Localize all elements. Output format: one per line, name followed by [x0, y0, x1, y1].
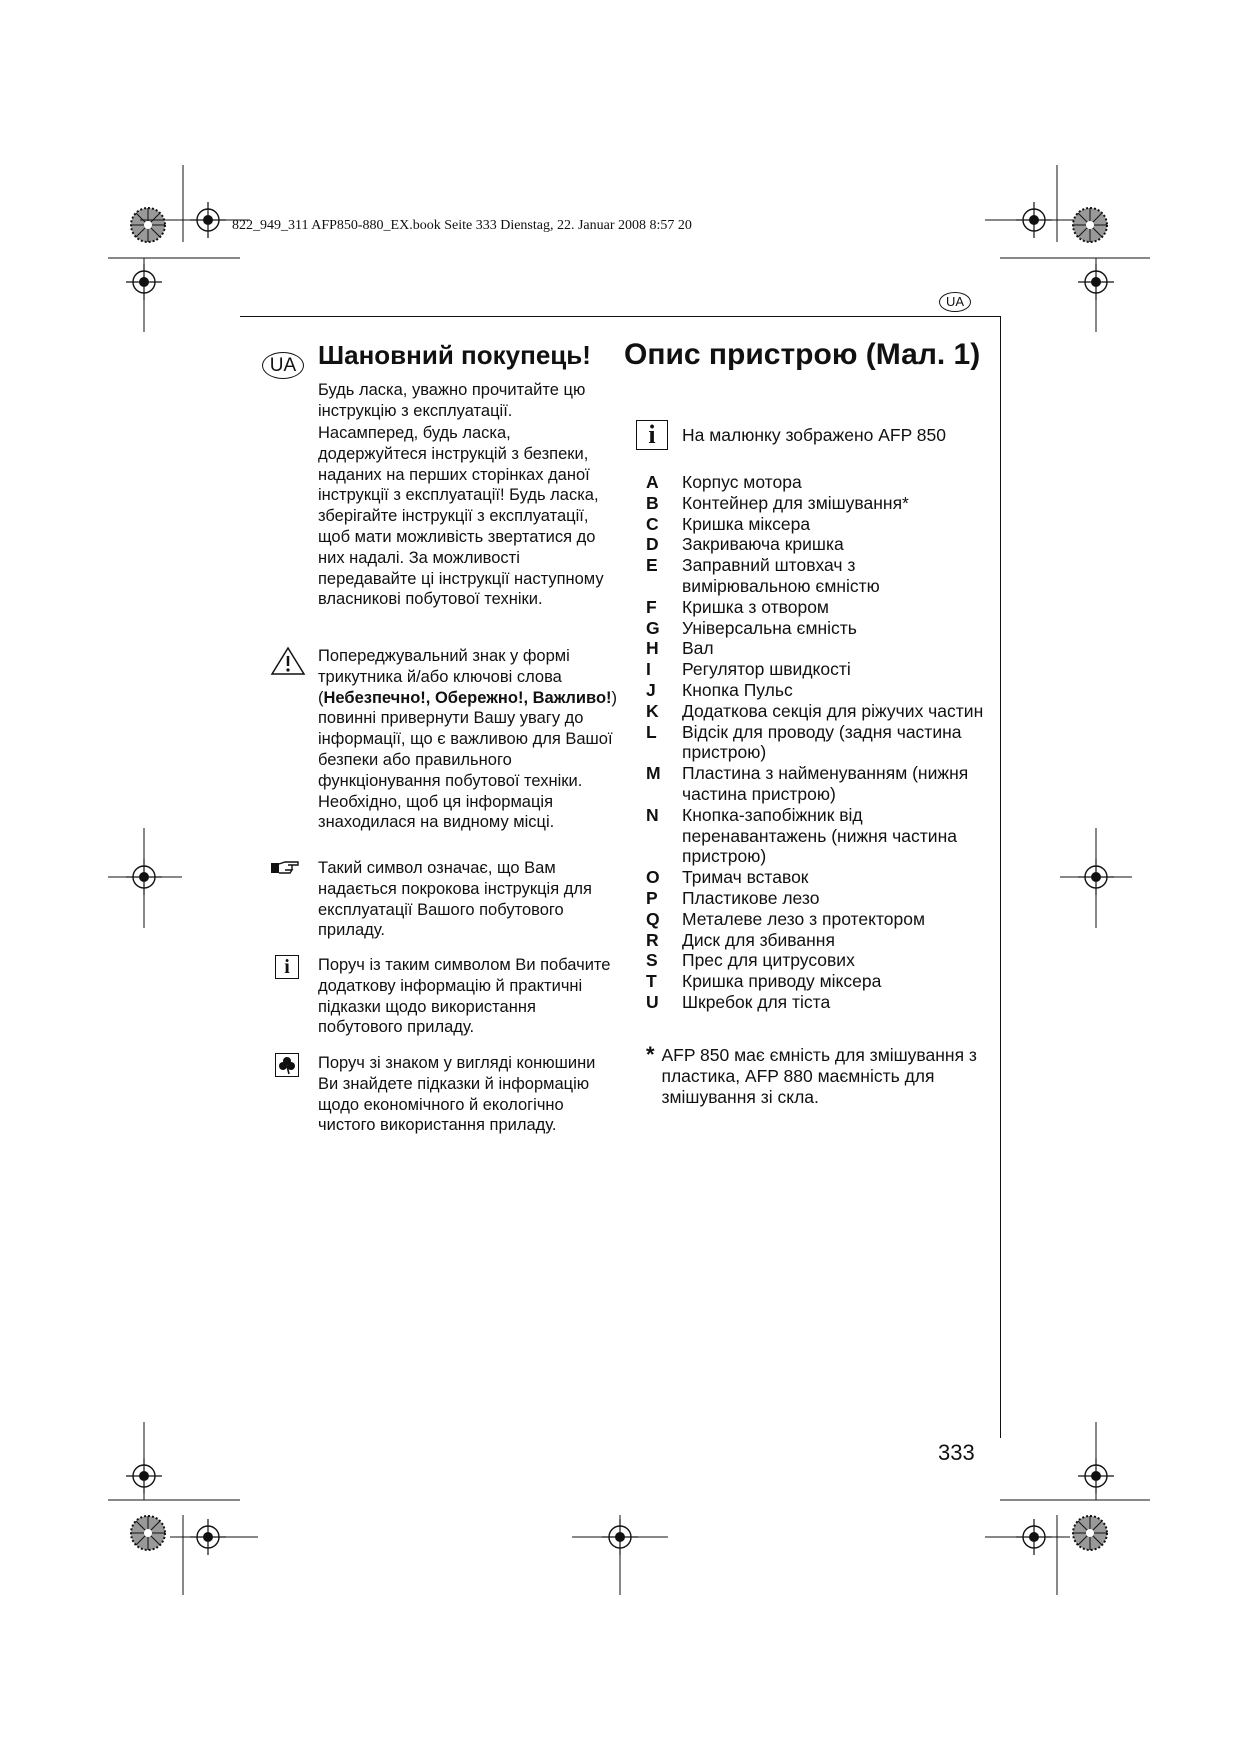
list-item	[646, 722, 986, 764]
step-paragraph: Такий символ означає, що Вам надається покрокова інструкція для експлуатації Вашого побутового приладу.	[318, 859, 592, 940]
pointing-hand-icon	[270, 858, 300, 881]
warning-text-post: ) повинні привернути Вашу увагу до інформації, що є важливою для Вашої безпеки або правильного функціонування побутової техніки. Необхідно, щоб ця інформація знаходилася на видному місці.	[318, 688, 618, 832]
page-number: 333	[938, 1440, 975, 1465]
eco-paragraph: Поруч зі знаком у вигляді конюшини Ви знайдете підказки й інформацію щодо економічного й екологічно чистого використання приладу.	[318, 1054, 596, 1135]
clover-icon	[275, 1053, 299, 1077]
part-description: Кришка з отвором	[682, 596, 829, 617]
list-item	[646, 992, 986, 1013]
part-letter: D	[646, 534, 659, 555]
part-letter: Q	[646, 908, 660, 929]
list-item	[646, 555, 986, 597]
list-item	[646, 888, 986, 909]
part-letter: F	[646, 596, 657, 617]
footnote-mark: *	[646, 1042, 655, 1067]
part-letter: P	[646, 887, 658, 908]
part-description: Закриваюча кришка	[682, 534, 844, 555]
info-icon: i	[275, 955, 299, 979]
language-badge: UA	[939, 292, 971, 312]
list-item	[646, 805, 986, 867]
part-description: Прес для цитрусових	[682, 950, 855, 971]
list-item	[646, 950, 986, 971]
part-description: Пластина з найменуванням (нижня частина пристрою)	[682, 763, 969, 804]
list-item	[646, 534, 986, 555]
intro-paragraph: Будь ласка, уважно прочитайте цю інструкцію з експлуатації.	[318, 381, 586, 420]
part-letter: A	[646, 472, 659, 492]
part-letter: G	[646, 617, 660, 638]
part-letter: L	[646, 721, 657, 742]
list-item	[646, 909, 986, 930]
language-badge-left: UA	[262, 352, 304, 379]
list-item	[646, 597, 986, 618]
list-item	[646, 680, 986, 701]
part-description: Вал	[682, 638, 714, 659]
part-description: Металеве лезо з протектором	[682, 908, 925, 929]
part-letter: E	[646, 555, 658, 576]
part-letter: C	[646, 513, 659, 534]
list-item	[646, 930, 986, 951]
part-description: Кришка приводу міксера	[682, 971, 882, 992]
header-rule	[240, 316, 1000, 317]
warning-paragraph	[318, 646, 618, 833]
star-target-icon	[131, 1516, 165, 1550]
part-description: Універсальна ємність	[682, 617, 857, 638]
warning-keywords: Небезпечно!, Обережно!, Важливо!	[323, 688, 612, 707]
part-letter: K	[646, 700, 659, 721]
part-description: Регулятор швидкості	[682, 659, 851, 680]
footnote	[646, 1042, 986, 1107]
list-item	[646, 514, 986, 535]
part-letter: N	[646, 804, 659, 825]
part-letter: S	[646, 950, 658, 971]
part-letter: R	[646, 929, 659, 950]
star-target-icon	[131, 208, 165, 242]
part-description: Кнопка-запобіжник від перенавантажень (нижня частина пристрою)	[682, 804, 957, 867]
part-letter: U	[646, 991, 659, 1012]
part-letter: I	[646, 659, 651, 680]
part-letter: O	[646, 867, 660, 888]
list-item	[646, 638, 986, 659]
list-item	[646, 659, 986, 680]
part-letter: J	[646, 679, 656, 700]
list-item	[646, 971, 986, 992]
part-description: Корпус мотора	[682, 472, 802, 492]
part-letter: T	[646, 971, 657, 992]
info-icon-large: i	[636, 420, 668, 450]
part-letter: B	[646, 492, 659, 513]
list-item	[646, 472, 986, 493]
part-description: Контейнер для змішування*	[682, 492, 909, 513]
info-paragraph: Поруч із таким символом Ви побачите додаткову інформацію й практичні підказки щодо використання побутового приладу.	[318, 956, 611, 1037]
part-description: Тримач вставок	[682, 867, 809, 888]
list-item	[646, 701, 986, 722]
part-letter: M	[646, 763, 661, 784]
part-description: Кришка міксера	[682, 513, 811, 534]
parts-list	[646, 472, 986, 1013]
print-slug: 822_949_311 AFP850-880_EX.book Seite 333 Dienstag, 22. Januar 2008 8:57 20	[232, 218, 692, 233]
margin-rule	[1000, 316, 1001, 1438]
list-item	[646, 493, 986, 514]
section-title-left: Шановний покупець!	[318, 340, 591, 370]
part-description: Шкребок для тіста	[682, 991, 831, 1012]
section-title-right: Опис пристрою (Мал. 1)	[624, 338, 981, 371]
star-target-icon	[1073, 1516, 1107, 1550]
list-item	[646, 867, 986, 888]
part-letter: H	[646, 638, 659, 659]
list-item	[646, 763, 986, 805]
part-description: Відсік для проводу (задня частина пристрою)	[682, 721, 962, 763]
part-description: Кнопка Пульс	[682, 679, 793, 700]
star-target-icon	[1073, 208, 1107, 242]
warning-text-pre: Попереджувальний знак у формі трикутника й/або ключові слова (	[318, 647, 570, 707]
part-description: Заправний штовхач з вимірювальною ємністю	[682, 555, 880, 596]
part-description: Диск для збивання	[682, 929, 835, 950]
warning-triangle-icon	[270, 646, 306, 681]
part-description: Пластикове лезо	[682, 887, 820, 908]
figure-note: На малюнку зображено AFP 850	[682, 425, 946, 445]
list-item	[646, 618, 986, 639]
safety-paragraph: Насамперед, будь ласка, додержуйтеся інструкцій з безпеки, наданих на перших сторінках даної інструкції з експлуатації! Будь ласка, зберігайте інструкції з експлуатації, щоб мати можливість звертатися до них надалі. За можливості передавайте ці інструкції наступному власникові побутової техніки.	[318, 424, 604, 609]
part-description: Додаткова секція для ріжучих частин	[682, 700, 984, 721]
footnote-text: AFP 850 має ємність для змішування з пластика, AFP 880 маємність для змішування зі скла.	[661, 1045, 977, 1107]
